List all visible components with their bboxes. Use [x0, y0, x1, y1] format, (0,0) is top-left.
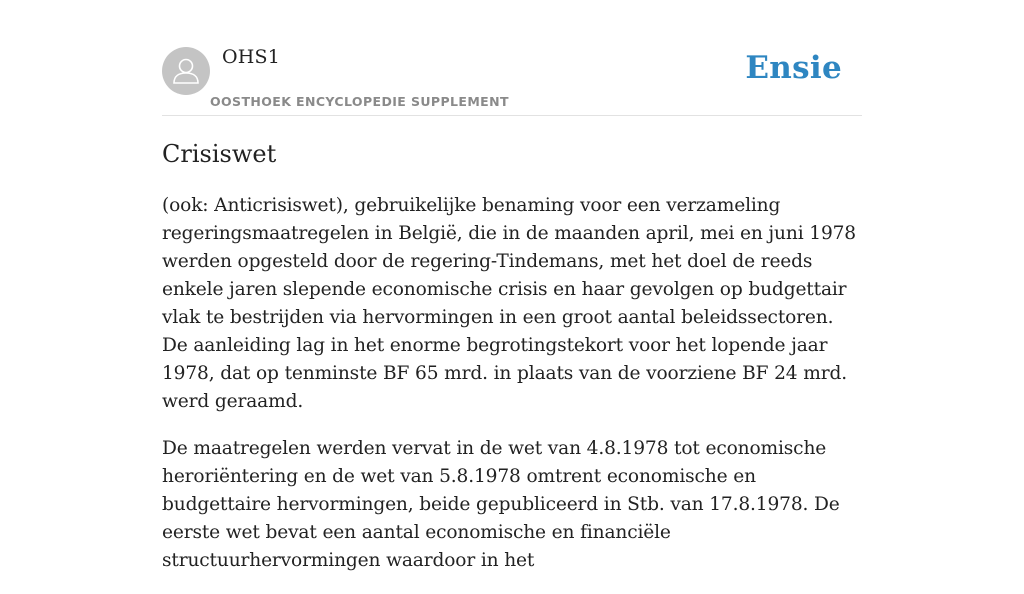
brand-logo[interactable]: Ensie	[745, 50, 842, 86]
person-icon	[162, 47, 210, 95]
article-title: Crisiswet	[162, 140, 277, 168]
header-divider	[162, 115, 862, 116]
source-code[interactable]: OHS1	[222, 46, 281, 68]
article-paragraph: (ook: Anticrisiswet), gebruikelijke benaming voor een verzameling regeringsmaatregelen in België, die in de maanden april, mei en juni 1978 werden opgesteld door de regering-Tindemans, met het doel de reeds enkele jaren slepende economische crisis en haar gevolgen op budgettair vlak te bestrijden via hervormingen in een groot aantal beleidssectoren. De aanleiding lag in het enorme begrotingstekort voor het lopende jaar 1978, dat op tenminste BF 65 mrd. in plaats van de voorziene BF 24 mrd. werd geraamd.	[162, 195, 856, 412]
article-paragraph: De maatregelen werden vervat in de wet van 4.8.1978 tot economische heroriëntering en de wet van 5.8.1978 omtrent economische en budgettaire hervormingen, beide gepubliceerd in Stb. van 17.8.1978. De eerste wet bevat een aantal economische en financiële structuurhervormingen waardoor in het	[162, 438, 840, 571]
source-name[interactable]: OOSTHOEK ENCYCLOPEDIE SUPPLEMENT	[210, 94, 509, 109]
article-body	[162, 192, 862, 594]
user-avatar-icon[interactable]	[162, 47, 210, 95]
